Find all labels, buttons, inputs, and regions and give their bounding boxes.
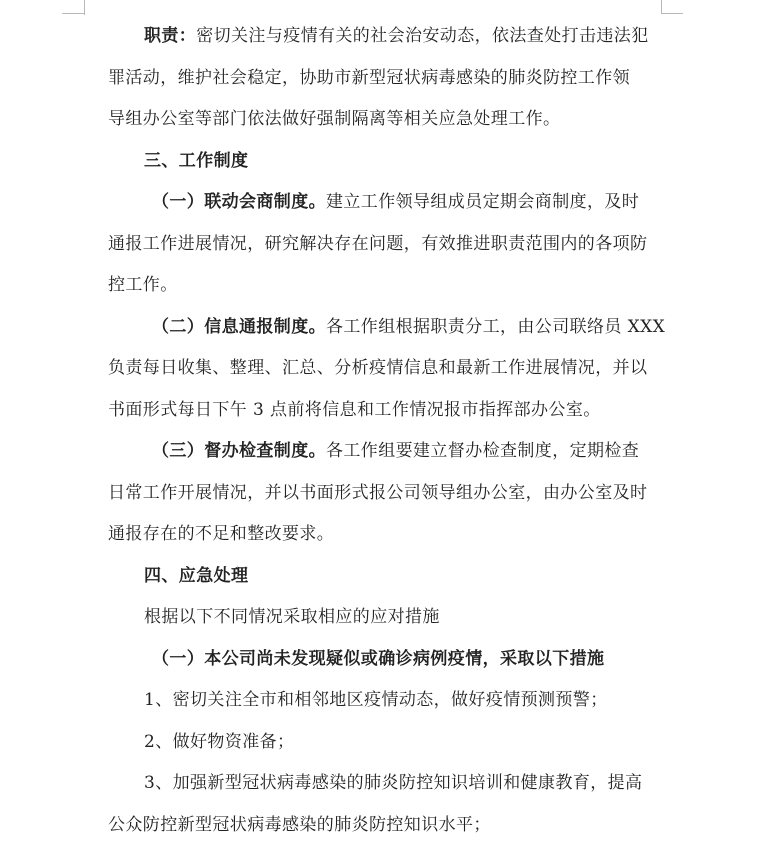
item-2-line-2: 负责每日收集、整理、汇总、分析疫情信息和最新工作进展情况，并以 [108, 358, 648, 378]
crop-mark-top-left-h [62, 13, 84, 14]
duty-paragraph [108, 16, 664, 141]
item-3-line-2: 日常工作开展情况，并以书面形式报公司领导组办公室，由办公室及时 [108, 482, 648, 503]
item-3-line-3: 通报存在的不足和整改要求。 [108, 524, 335, 544]
item-3-title: （三）督办检查制度。 [152, 441, 326, 461]
measure-2: 2、做好物资准备； [144, 731, 295, 752]
item-1-line-3: 控工作。 [108, 275, 178, 295]
duty-line-2: 罪活动，维护社会稳定，协助市新型冠状病毒感染的肺炎防控工作领 [108, 67, 630, 88]
section-3-item-3 [108, 431, 664, 556]
measure-1: 1、密切关注全市和相邻地区疫情动态，做好疫情预测预警； [144, 690, 608, 710]
crop-mark-top-right [661, 0, 662, 14]
section-3-heading: 三、工作制度 [144, 150, 249, 171]
measure-3-line-2: 公众防控新型冠状病毒感染的肺炎防控知识水平； [108, 814, 491, 835]
duty-label: 职责： [144, 26, 197, 46]
section-4-intro: 根据以下不同情况采取相应的应对措施 [144, 607, 440, 627]
section-3-item-1 [108, 182, 664, 307]
section-4-heading: 四、应急处理 [144, 565, 249, 586]
crop-mark-top-left [84, 0, 85, 15]
item-1-line-2: 通报工作进展情况，研究解决存在问题，有效推进职责范围内的各项防 [108, 233, 648, 254]
item-1-title: （一）联动会商制度。 [152, 192, 326, 212]
measure-3-line-1: 3、加强新型冠状病毒感染的肺炎防控知识培训和健康教育，提高 [144, 773, 643, 793]
crop-mark-top-right-h [661, 13, 683, 14]
section-3-item-2 [108, 307, 664, 432]
item-2-title: （二）信息通报制度。 [152, 316, 326, 337]
measure-3 [108, 763, 664, 846]
item-2-line-1: 各工作组根据职责分工，由公司联络员 XXX [326, 316, 666, 337]
item-3-line-1: 各工作组要建立督办检查制度，定期检查 [326, 441, 640, 461]
item-1-line-1: 建立工作领导组成员定期会商制度，及时 [326, 192, 640, 212]
duty-line-3: 导组办公室等部门依法做好强制隔离等相关应急处理工作。 [108, 109, 561, 129]
duty-line-1: 密切关注与疫情有关的社会治安动态，依法查处打击违法犯 [196, 26, 649, 46]
document-body [108, 16, 664, 846]
section-4-sub-1-title: （一）本公司尚未发现疑似或确诊病例疫情，采取以下措施 [152, 648, 605, 669]
item-2-line-3: 书面形式每日下午 3 点前将信息和工作情况报市指挥部办公室。 [108, 399, 601, 420]
